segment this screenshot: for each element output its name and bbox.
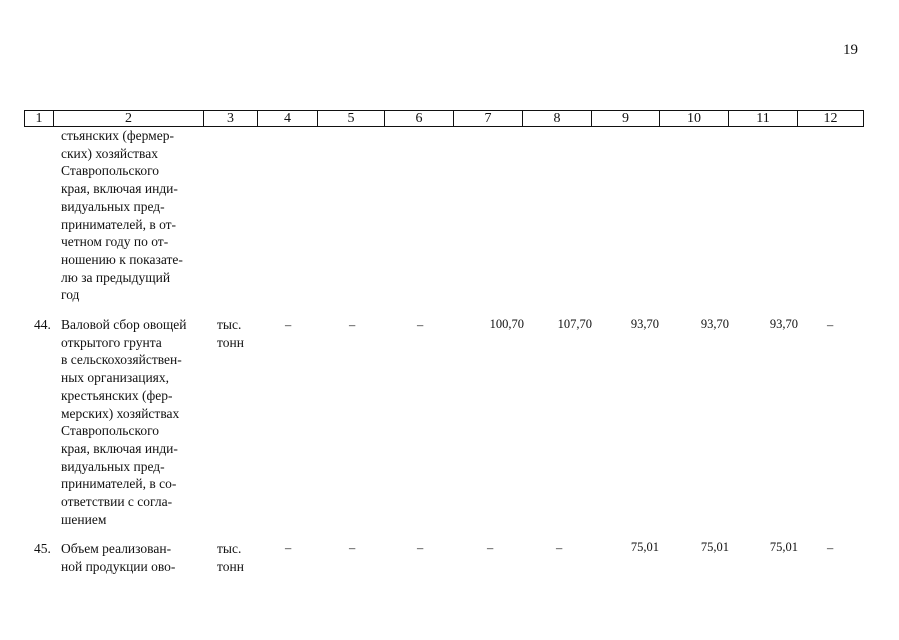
description-line: открытого грунта	[61, 334, 162, 350]
description-line: принимателей, в со-	[61, 476, 177, 492]
row-number: 45.	[34, 541, 51, 556]
page-number: 19	[843, 42, 858, 58]
header-col-10: 10	[659, 111, 728, 126]
header-col-7: 7	[453, 111, 522, 126]
unit-line: тонн	[217, 558, 244, 574]
description-line: в сельскохозяйствен-	[61, 352, 182, 368]
header-col-4: 4	[257, 111, 317, 126]
cell-col-7: –	[487, 541, 494, 555]
description-line: шением	[61, 511, 107, 527]
continuation-line: принимателей, в от-	[61, 216, 177, 232]
row-number: 44.	[34, 317, 51, 332]
cell-col-5: –	[349, 318, 356, 332]
continuation-line: лю за предыдущий	[61, 269, 171, 285]
cell-col-8: 107,70	[557, 317, 592, 331]
cell-col-11: 93,70	[769, 317, 798, 331]
continuation-line: год	[61, 287, 80, 303]
continuation-line: четном году по от-	[61, 234, 169, 250]
continuation-line: видуальных пред-	[61, 198, 165, 214]
header-col-5: 5	[317, 111, 384, 126]
cell-col-6: –	[417, 541, 424, 555]
header-col-11: 11	[728, 111, 797, 126]
cell-col-8: –	[556, 541, 563, 555]
continuation-description	[61, 127, 200, 304]
unit-line: тыс.	[217, 317, 242, 332]
cell-col-10: 93,70	[700, 317, 729, 331]
cell-col-7: 100,70	[489, 317, 524, 331]
description-line: Объем реализован-	[61, 541, 172, 556]
continuation-line: стьянских (фермер-	[61, 128, 174, 143]
header-col-9: 9	[591, 111, 659, 126]
cell-col-12: –	[827, 541, 834, 555]
header-col-6: 6	[384, 111, 453, 126]
description-line: крестьянских (фер-	[61, 387, 173, 403]
row-unit	[217, 540, 244, 575]
cell-col-4: –	[285, 541, 292, 555]
continuation-line: ских) хозяйствах	[61, 145, 158, 161]
description-line: Валовой сбор овощей	[61, 317, 187, 332]
cell-col-5: –	[349, 541, 356, 555]
header-col-2: 2	[53, 111, 203, 126]
description-line: ных организациях,	[61, 370, 170, 386]
continuation-line: ношению к показате-	[61, 251, 183, 267]
description-line: края, включая инди-	[61, 440, 178, 456]
header-col-3: 3	[203, 111, 257, 126]
header-col-8: 8	[522, 111, 591, 126]
continuation-line: Ставропольского	[61, 163, 160, 179]
description-line: Ставропольского	[61, 423, 160, 439]
row-description	[61, 540, 200, 575]
description-line: ной продукции ово-	[61, 558, 176, 574]
cell-col-11: 75,01	[769, 540, 798, 554]
unit-line: тыс.	[217, 541, 242, 556]
description-line: видуальных пред-	[61, 458, 165, 474]
cell-col-12: –	[827, 318, 834, 332]
cell-col-6: –	[417, 318, 424, 332]
cell-col-9: 93,70	[630, 317, 659, 331]
cell-col-9: 75,01	[630, 540, 659, 554]
continuation-line: края, включая инди-	[61, 181, 178, 197]
header-col-12: 12	[797, 111, 863, 126]
cell-col-4: –	[285, 318, 292, 332]
row-unit	[217, 316, 244, 351]
row-description	[61, 316, 200, 528]
table-header-row	[24, 110, 864, 127]
description-line: мерских) хозяйствах	[61, 405, 180, 421]
header-col-1: 1	[35, 111, 43, 126]
unit-line: тонн	[217, 334, 244, 350]
cell-col-10: 75,01	[700, 540, 729, 554]
description-line: ответствии с согла-	[61, 494, 173, 510]
